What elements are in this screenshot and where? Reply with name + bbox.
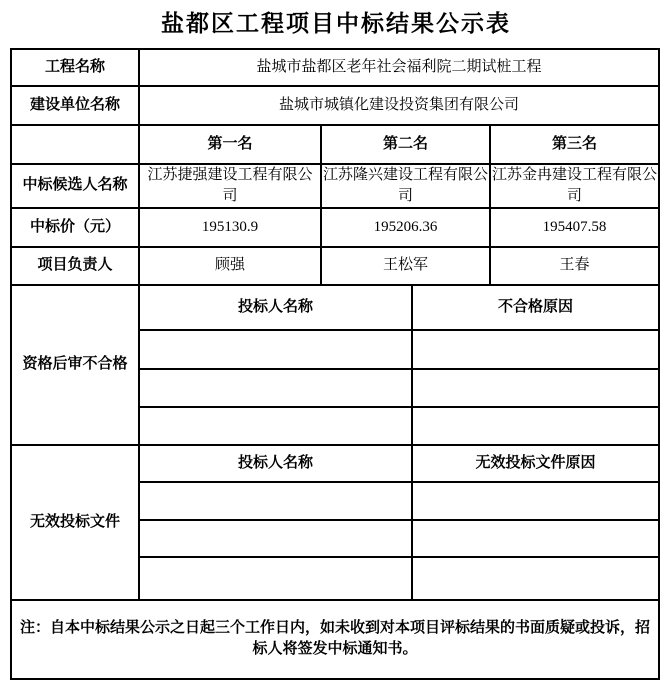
manager-first: 顾强	[139, 247, 321, 285]
rank-header-spacer	[11, 125, 139, 164]
postqual-header-row	[11, 285, 659, 330]
bid-result-table	[10, 48, 660, 680]
rank-header-first: 第一名	[139, 125, 321, 164]
manager-second: 王松军	[321, 247, 490, 285]
empty-cell	[412, 557, 659, 600]
bid-price-first: 195130.9	[139, 208, 321, 247]
rank-header-row	[11, 125, 659, 164]
bid-price-label: 中标价（元）	[11, 208, 139, 247]
bid-price-third: 195407.58	[490, 208, 659, 247]
bid-price-second: 195206.36	[321, 208, 490, 247]
builder-name-label: 建设单位名称	[11, 86, 139, 125]
empty-cell	[139, 407, 412, 445]
rank-header-second: 第二名	[321, 125, 490, 164]
invalid-header-row	[11, 445, 659, 482]
empty-cell	[139, 369, 412, 407]
page-title: 盐都区工程项目中标结果公示表	[161, 11, 511, 36]
manager-label: 项目负责人	[11, 247, 139, 285]
builder-name-value: 盐城市城镇化建设投资集团有限公司	[139, 86, 659, 125]
project-name-value: 盐城市盐都区老年社会福利院二期试桩工程	[139, 49, 659, 86]
project-name-label: 工程名称	[11, 49, 139, 86]
candidates-row	[11, 164, 659, 208]
empty-cell	[412, 407, 659, 445]
empty-cell	[412, 369, 659, 407]
manager-row	[11, 247, 659, 285]
invalid-bidder-header: 投标人名称	[139, 445, 412, 482]
empty-cell	[412, 482, 659, 520]
rank-header-third: 第三名	[490, 125, 659, 164]
manager-third: 王春	[490, 247, 659, 285]
postqual-reason-header: 不合格原因	[412, 285, 659, 330]
project-name-row	[11, 49, 659, 86]
candidate-third: 江苏金冉建设工程有限公司	[490, 164, 659, 208]
builder-name-row	[11, 86, 659, 125]
empty-cell	[139, 520, 412, 557]
postqual-section-label: 资格后审不合格	[11, 285, 139, 445]
empty-cell	[412, 330, 659, 369]
invalid-section-label: 无效投标文件	[11, 445, 139, 600]
note-text: 注：自本中标结果公示之日起三个工作日内，如未收到对本项目评标结果的书面质疑或投诉，招标人将签发中标通知书。	[11, 600, 659, 679]
empty-cell	[139, 330, 412, 369]
empty-cell	[412, 520, 659, 557]
candidate-second: 江苏隆兴建设工程有限公司	[321, 164, 490, 208]
bid-price-row	[11, 208, 659, 247]
candidate-first: 江苏捷强建设工程有限公司	[139, 164, 321, 208]
empty-cell	[139, 482, 412, 520]
note-row	[11, 600, 659, 679]
empty-cell	[139, 557, 412, 600]
candidates-label: 中标候选人名称	[11, 164, 139, 208]
invalid-reason-header: 无效投标文件原因	[412, 445, 659, 482]
postqual-bidder-header: 投标人名称	[139, 285, 412, 330]
